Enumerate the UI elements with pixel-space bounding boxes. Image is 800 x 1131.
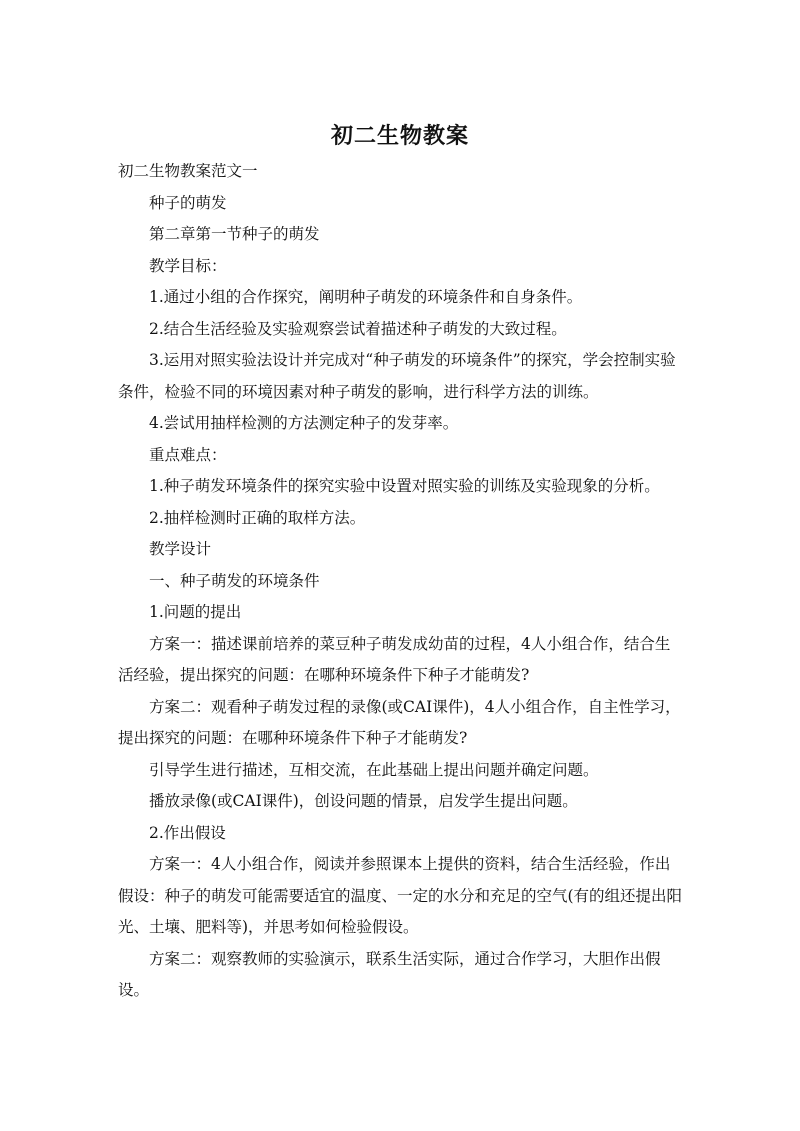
paragraph: 第二章第一节种子的萌发 [149, 225, 320, 243]
paragraph: 方案二：观察教师的实验演示，联系生活实际，通过合作学习，大胆作出假设。 [118, 949, 661, 999]
paragraph: 1.通过小组的合作探究，阐明种子萌发的环境条件和自身条件。 [149, 288, 583, 306]
paragraph: 2.作出假设 [149, 823, 226, 842]
paragraph-heading: 初二生物教案范文一 [118, 162, 258, 180]
paragraph: 1.问题的提出 [149, 603, 242, 621]
paragraph: 3.运用对照实验法设计并完成对“种子萌发的环境条件”的探究，学会控制实验条件，检验不同的环境因素对种子萌发的影响，进行科学方法的训练。 [118, 351, 676, 401]
paragraph: 重点难点： [149, 445, 227, 464]
document-body [118, 156, 684, 1007]
paragraph: 一、种子萌发的环境条件 [149, 571, 320, 590]
paragraph: 教学目标： [149, 256, 227, 275]
paragraph: 1.种子萌发环境条件的探究实验中设置对照实验的训练及实验现象的分析。 [149, 477, 660, 495]
paragraph: 教学设计 [149, 540, 212, 558]
paragraph: 2.抽样检测时正确的取样方法。 [149, 508, 366, 527]
paragraph: 方案一：4人小组合作，阅读并参照课本上提供的资料，结合生活经验，作出假设：种子的萌发可能需要适宜的温度、一定的水分和充足的空气(有的组还提出阳光、土壤、肥料等)，并思考如何检验假设。 [118, 855, 683, 936]
paragraph: 播放录像(或CAI课件)，创设问题的情景，启发学生提出问题。 [149, 792, 578, 810]
paragraph: 4.尝试用抽样检测的方法测定种子的发芽率。 [149, 414, 459, 432]
document-title: 初二生物教案 [330, 124, 469, 149]
paragraph: 方案一：描述课前培养的菜豆种子萌发成幼苗的过程，4人小组合作，结合生活经验，提出探究的问题：在哪种环境条件下种子才能萌发? [118, 634, 671, 684]
paragraph: 2.结合生活经验及实验观察尝试着描述种子萌发的大致过程。 [149, 319, 567, 338]
paragraph: 方案二：观看种子萌发过程的录像(或CAI课件)，4人小组合作，自主性学习，提出探究的问题：在哪种环境条件下种子才能萌发? [118, 697, 681, 747]
paragraph: 引导学生进行描述，互相交流，在此基础上提出问题并确定问题。 [149, 760, 599, 779]
paragraph: 种子的萌发 [149, 193, 227, 212]
